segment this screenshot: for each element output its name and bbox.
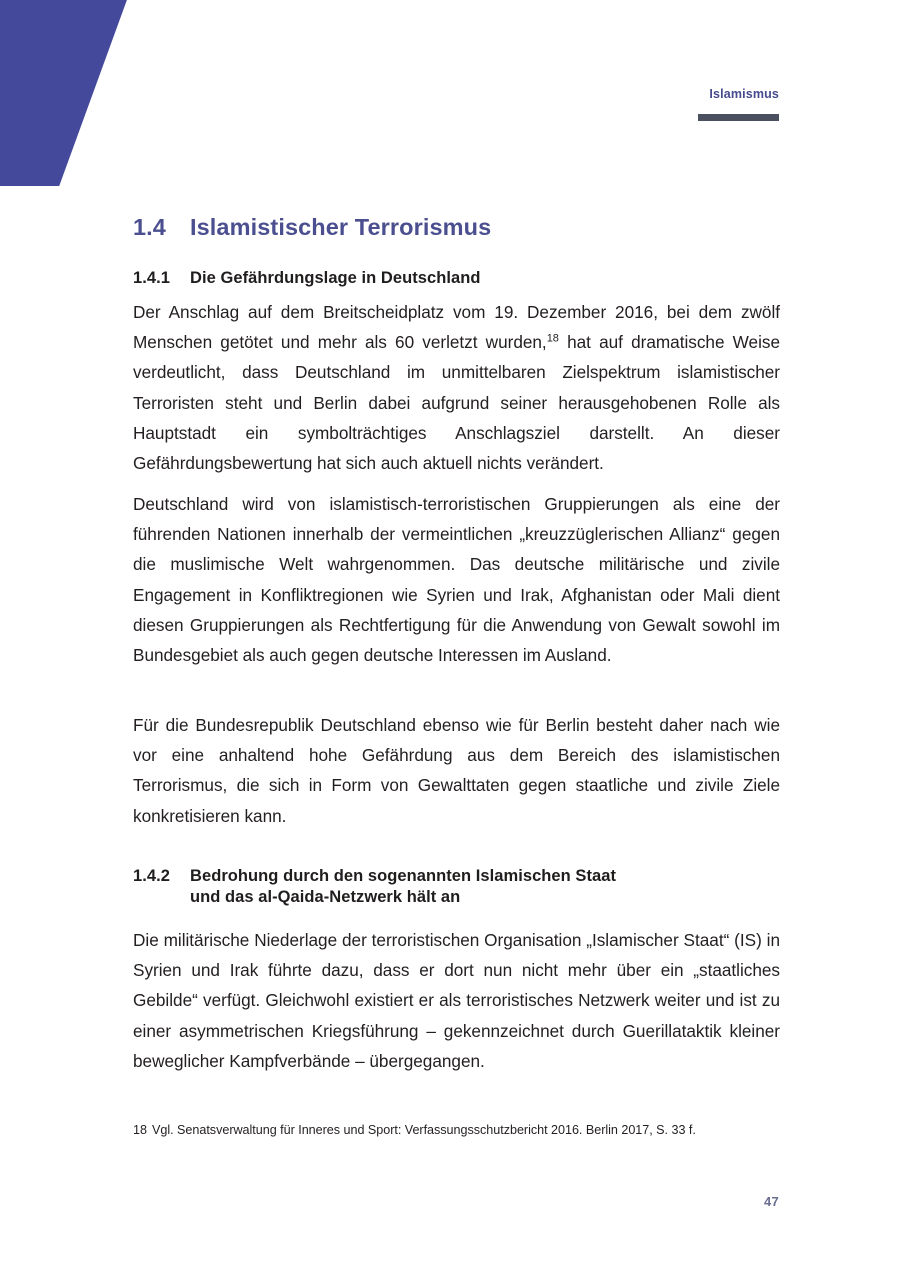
- footnote-text: Vgl. Senatsverwaltung für Inneres und Sport: Verfassungsschutzbericht 2016. Berlin 2017, S. 33 f.: [152, 1123, 696, 1137]
- page-number: 47: [763, 1194, 779, 1209]
- paragraph-2: Deutschland wird von islamistisch-terroristischen Gruppierungen als eine der führenden Nationen innerhalb der vermeintlichen „kreuzzüglerischen Allianz“ gegen die muslimische Welt wahrgenommen. Das deutsche militärische und zivile Engagement in Konfliktregionen wie Syrien und Irak, Afghanistan oder Mali dient diesen Gruppierungen als Rechtfertigung für die Anwendung von Gewalt sowohl im Bundesgebiet als auch gegen deutsche Interessen im Ausland.: [133, 494, 780, 666]
- running-head-rule: [698, 114, 779, 121]
- running-head-label: Islamismus: [709, 87, 779, 101]
- section-number: 1.4: [133, 214, 166, 240]
- corner-decoration: [0, 0, 150, 190]
- subsection-heading-141: [133, 268, 780, 289]
- paragraph-1-text-b: hat auf dramatische Weise verdeutlicht, dass Deutschland im unmittelbaren Zielspektrum islamistischer Terroristen steht und Berlin dabei aufgrund seiner herausgehobenen Rolle als Hauptstadt ein symbolträchtiges Anschlagsziel darstellt. An dieser Gefährdungsbewertung hat sich auch aktuell nichts verändert.: [133, 332, 780, 474]
- subsection-heading-142: [133, 866, 780, 908]
- footnote-18: [133, 1122, 793, 1139]
- subsection-number-142: 1.4.2: [133, 867, 170, 885]
- subsection-title-142: [190, 866, 616, 908]
- corner-band-gray: [0, 0, 18, 116]
- corner-band-blue: [0, 0, 132, 186]
- footnote-reference-18[interactable]: 18: [546, 332, 559, 345]
- running-head: [459, 88, 779, 121]
- footnote-number: 18: [133, 1123, 147, 1137]
- paragraph-3: Für die Bundesrepublik Deutschland ebenso wie für Berlin besteht daher nach wie vor eine anhaltend hohe Gefährdung aus dem Bereich des islamistischen Terrorismus, die sich in Form von Gewalttaten gegen staatliche und zivile Ziele konkretisieren kann.: [133, 715, 780, 826]
- paragraph-4: Die militärische Niederlage der terroristischen Organisation „Islamischer Staat“ (IS) in Syrien und Irak führte dazu, dass er dort nun nicht mehr über ein „staatliches Gebilde“ verfügt. Gleichwohl existiert er als terroristisches Netzwerk weiter und ist zu einer asymmetrischen Kriegsführung – gekennzeichnet durch Guerillataktik kleiner beweglicher Kampfverbände – übergegangen.: [133, 930, 780, 1071]
- subsection-title-141: Die Gefährdungslage in Deutschland: [190, 269, 481, 287]
- subsection-title-142-line1: Bedrohung durch den sogenannten Islamischen Staat: [190, 867, 617, 885]
- paragraph-1-text-a: Der Anschlag auf dem Breitscheidplatz vom 19. Dezember 2016, bei dem zwölf Menschen getötet und mehr als 60 verletzt wurden,: [133, 302, 780, 353]
- subsection-title-142-line2: und das al-Qaida-Netzwerk hält an: [190, 888, 461, 907]
- paragraph-1: [133, 297, 780, 478]
- section-title-text: Islamistischer Terrorismus: [190, 214, 492, 240]
- page-title: [133, 214, 780, 241]
- subsection-number-141: 1.4.1: [133, 269, 170, 287]
